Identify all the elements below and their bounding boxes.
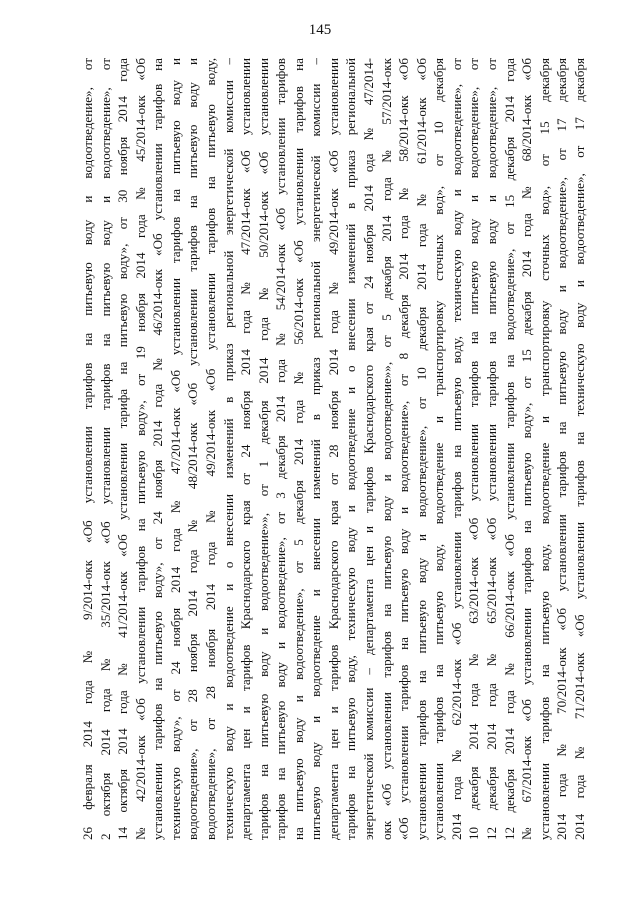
text-line: установлении тарифов на питьевую воду и водоотведение», от 10 декабря 2014 года № 61/2014-окк «Об bbox=[413, 58, 429, 840]
text-line: установлении тарифов на питьевую воду», от 24 ноября 2014 года № 46/2014-окк «Об установлении тарифов на bbox=[150, 58, 166, 840]
text-line: водоотведение», от 28 ноября 2014 года № 48/2014-окк «Об установлении тарифов на питьевую воду и bbox=[185, 58, 201, 840]
text-line: энергетической комиссии – департамента цен и тарифов Краснодарского края от 24 ноября 2014 ода № 47/2014- bbox=[361, 58, 376, 840]
text-line: тарифов на питьевую воду, техническую воду и водоотведение и о внесении изменений в приказ региональной bbox=[343, 58, 359, 840]
text-line: 10 декабря 2014 года № 63/2014-окк «Об установлении тарифов на питьевую воду и водоотведение», от bbox=[466, 58, 482, 840]
text-line: 2014 года № 70/2014-окк «Об установлении тарифов на питьевую воду и водоотведение», от 17 декабря bbox=[554, 58, 570, 840]
text-line: «Об установлении тарифов на питьевую воду и водоотведение», от 8 декабря 2014 года № 58/2014-окк «Об bbox=[396, 58, 412, 840]
document-body bbox=[80, 58, 588, 840]
text-line: 12 декабря 2014 года № 66/2014-окк «Об установлении тарифов на водоотведение», от 15 декабря 2014 года bbox=[501, 58, 517, 840]
text-line: № 42/2014-окк «Об установлении тарифов на питьевую воду», от 19 ноября 2014 года № 45/2014-окк «Об bbox=[132, 58, 148, 840]
text-line: на питьевую воду и водоотведение», от 5 декабря 2014 года № 56/2014-окк «Об установлении тарифов на bbox=[290, 58, 306, 840]
text-line: 2014 года № 62/2014-окк «Об установлении тарифов на питьевую воду, техническую воду и водоотведение», от bbox=[448, 58, 464, 840]
text-line: техническую воду и водоотведение и о внесении изменений в приказ региональной энергетической комиссии – bbox=[220, 58, 236, 840]
text-line: № 67/2014-окк «Об установлении тарифов на питьевую воду», от 15 декабря 2014 года № 68/2014-окк «Об bbox=[519, 58, 535, 840]
text-line: установлении тарифов на питьевую воду, водоотведение и транспортировку сточных вод», от 10 декабря bbox=[431, 58, 447, 840]
text-line: окк «Об установлении тарифов на питьевую воду и водоотведение»», от 5 декабря 2014 года № 57/2014-окк bbox=[378, 58, 394, 840]
rotated-text-area bbox=[80, 58, 588, 840]
page-number: 145 bbox=[308, 22, 332, 38]
text-line: 26 февраля 2014 года № 9/2014-окк «Об установлении тарифов на питьевую воду и водоотведение», от bbox=[80, 58, 95, 840]
text-line: установлении тарифов на питьевую воду, водоотведение и транспортировку сточных вод», от 15 декабря bbox=[536, 58, 552, 840]
text-line: тарифов на питьевую воду и водоотведение»», от 1 декабря 2014 года № 50/2014-окк «Об установлении bbox=[255, 58, 271, 840]
text-line: 14 октября 2014 года № 41/2014-окк «Об установлении тарифа на питьевую воду», от 30 ноября 2014 года bbox=[115, 58, 131, 840]
text-line: тарифов на питьевую воду и водоотведение», от 3 декабря 2014 года № 54/2014-окк «Об установлении тарифов bbox=[273, 58, 289, 840]
text-line: департамента цен и тарифов Краснодарского края от 28 ноября 2014 года № 49/2014-окк «Об установлении bbox=[325, 58, 341, 840]
text-line: 12 декабря 2014 года № 65/2014-окк «Об установлении тарифов на питьевую воду и водоотведение», от bbox=[483, 58, 499, 840]
text-line: техническую воду», от 24 ноября 2014 года № 47/2014-окк «Об установлении тарифов на питьевую воду и bbox=[167, 58, 183, 840]
text-line: водоотведение», от 28 ноября 2014 года № 49/2014-окк «Об установлении тарифов на питьевую воду, bbox=[202, 58, 218, 840]
text-line: департамента цен и тарифов Краснодарского края от 24 ноября 2014 года № 47/2014-окк «Об установлении bbox=[238, 58, 254, 840]
text-line: питьевую воду и водоотведение и внесении изменений в приказ региональной энергетической комиссии – bbox=[308, 58, 324, 840]
text-line: 2014 года № 71/2014-окк «Об установлении тарифов на техническую воду и водоотведение», от 17 декабря bbox=[571, 58, 587, 840]
text-line: 2 октября 2014 года № 35/2014-окк «Об установлении тарифов на питьевую воду и водоотведение», от bbox=[97, 58, 113, 840]
